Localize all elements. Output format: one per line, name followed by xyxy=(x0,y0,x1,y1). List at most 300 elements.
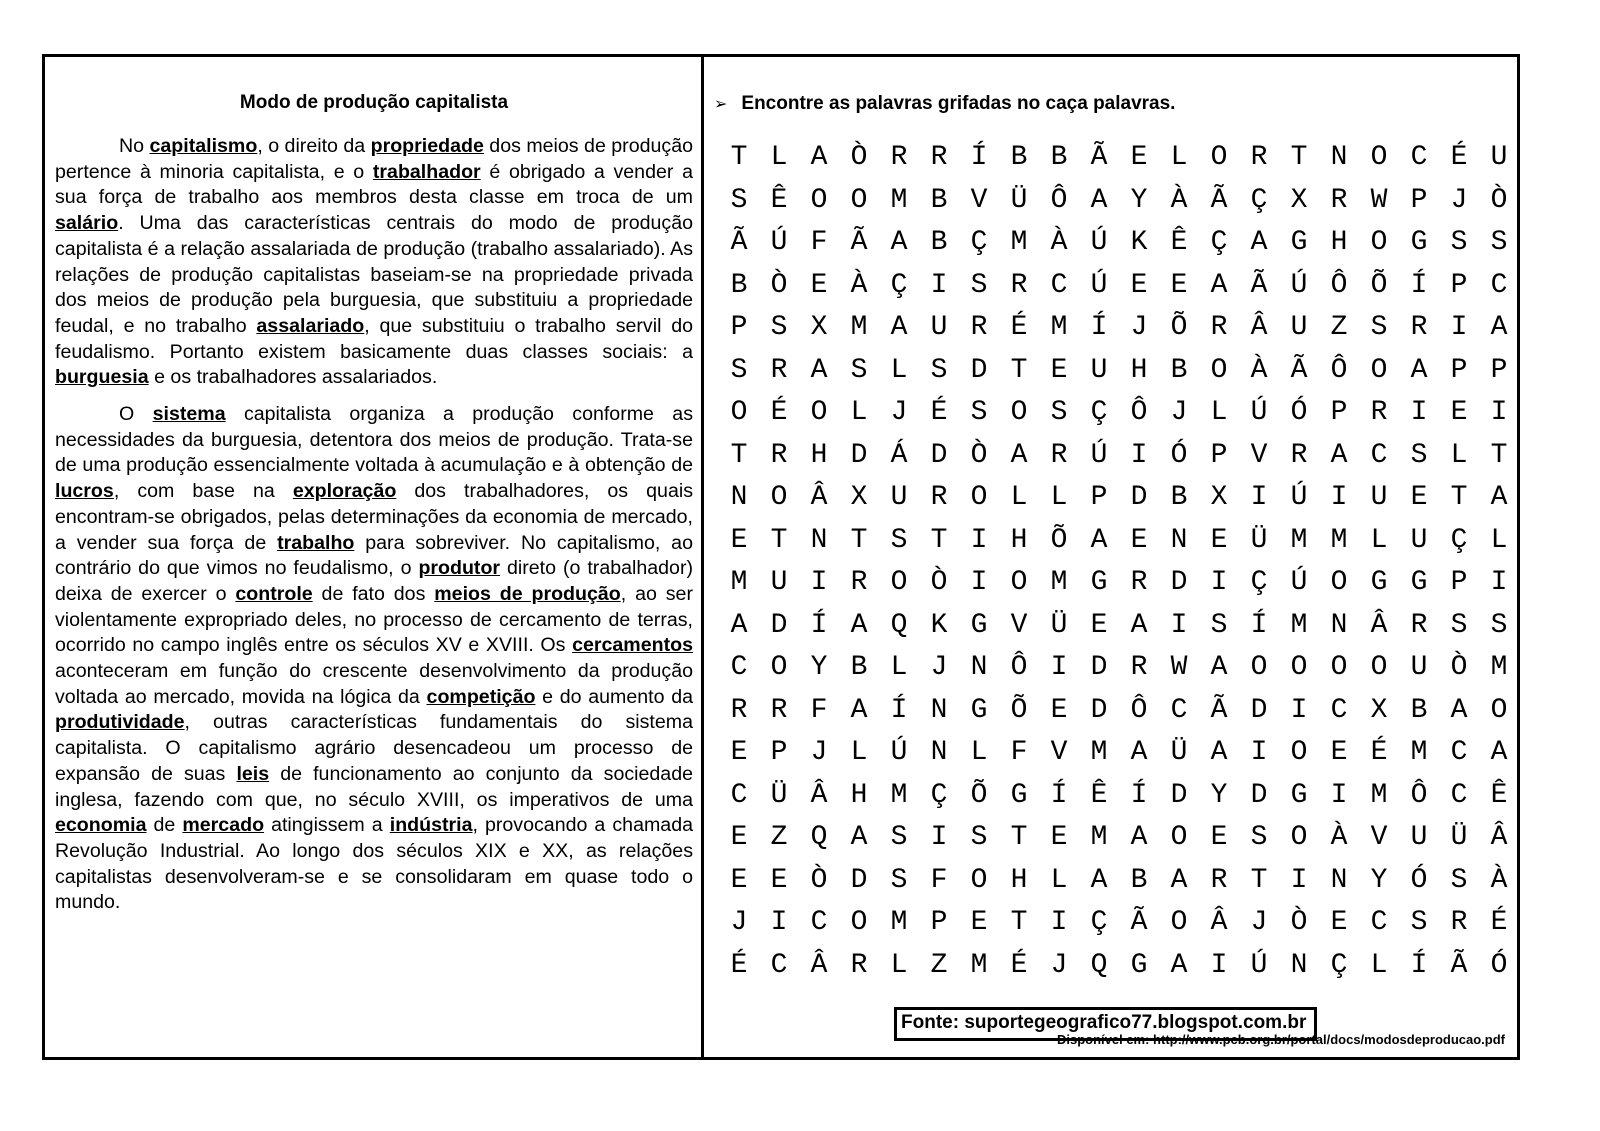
grid-letter[interactable]: M xyxy=(730,567,748,598)
grid-letter[interactable]: I xyxy=(1050,907,1068,938)
grid-letter[interactable]: J xyxy=(1130,312,1148,343)
grid-letter[interactable]: C xyxy=(770,949,788,981)
grid-letter[interactable]: L xyxy=(1370,949,1388,981)
grid-letter[interactable]: T xyxy=(1250,864,1268,896)
grid-letter[interactable]: L xyxy=(1490,524,1508,556)
grid-letter[interactable]: B xyxy=(850,652,868,683)
grid-letter[interactable]: O xyxy=(970,864,988,896)
grid-letter[interactable]: B xyxy=(1410,694,1428,726)
grid-letter[interactable]: I xyxy=(1490,567,1508,598)
grid-letter[interactable]: Y xyxy=(1130,184,1148,216)
grid-letter[interactable]: U xyxy=(1410,652,1428,683)
grid-letter[interactable]: R xyxy=(1290,439,1308,471)
grid-letter[interactable]: Â xyxy=(810,949,828,981)
grid-letter[interactable]: Ò xyxy=(1450,652,1468,683)
grid-letter[interactable]: E xyxy=(1130,142,1148,173)
grid-letter[interactable]: Ô xyxy=(1050,184,1068,216)
grid-letter[interactable]: T xyxy=(1010,907,1028,938)
grid-letter[interactable]: S xyxy=(1210,609,1228,641)
grid-letter[interactable]: W xyxy=(1170,652,1188,683)
grid-letter[interactable]: Õ xyxy=(1050,524,1068,556)
grid-letter[interactable]: P xyxy=(930,907,948,938)
grid-letter[interactable]: O xyxy=(1010,567,1028,598)
grid-letter[interactable]: B xyxy=(1130,864,1148,896)
grid-letter[interactable]: A xyxy=(1090,184,1108,216)
grid-letter[interactable]: W xyxy=(1370,184,1388,216)
grid-letter[interactable]: Ô xyxy=(1410,779,1428,811)
grid-letter[interactable]: N xyxy=(1330,864,1348,896)
grid-letter[interactable]: P xyxy=(1090,482,1108,513)
grid-letter[interactable]: O xyxy=(1370,354,1388,386)
grid-letter[interactable]: R xyxy=(1250,142,1268,173)
grid-letter[interactable]: Ü xyxy=(1450,822,1468,853)
grid-letter[interactable]: A xyxy=(1410,354,1428,386)
grid-letter[interactable]: Ò xyxy=(970,439,988,471)
grid-letter[interactable]: L xyxy=(850,737,868,768)
grid-letter[interactable]: T xyxy=(1290,142,1308,173)
grid-letter[interactable]: E xyxy=(730,864,748,896)
grid-letter[interactable]: A xyxy=(850,822,868,853)
grid-letter[interactable]: J xyxy=(930,652,948,683)
grid-letter[interactable]: O xyxy=(810,184,828,216)
grid-letter[interactable]: I xyxy=(930,269,948,301)
grid-letter[interactable]: S xyxy=(970,822,988,853)
grid-letter[interactable]: P xyxy=(1450,269,1468,301)
grid-letter[interactable]: O xyxy=(770,652,788,683)
grid-letter[interactable]: J xyxy=(730,907,748,938)
grid-letter[interactable]: S xyxy=(890,864,908,896)
grid-letter[interactable]: N xyxy=(930,737,948,768)
grid-letter[interactable]: I xyxy=(810,567,828,598)
grid-letter[interactable]: Ç xyxy=(1250,184,1268,216)
grid-letter[interactable]: Ü xyxy=(1010,184,1028,216)
grid-letter[interactable]: A xyxy=(850,609,868,641)
grid-letter[interactable]: D xyxy=(1250,694,1268,726)
grid-letter[interactable]: U xyxy=(930,312,948,343)
grid-letter[interactable]: Ç xyxy=(1250,567,1268,598)
grid-letter[interactable]: T xyxy=(1010,354,1028,386)
grid-letter[interactable]: Í xyxy=(1090,312,1108,343)
grid-letter[interactable]: J xyxy=(1250,907,1268,938)
grid-letter[interactable]: F xyxy=(1010,737,1028,768)
grid-letter[interactable]: À xyxy=(1250,354,1268,386)
grid-letter[interactable]: I xyxy=(1490,397,1508,428)
grid-letter[interactable]: Ò xyxy=(1290,907,1308,938)
grid-letter[interactable]: D xyxy=(970,354,988,386)
grid-letter[interactable]: Ú xyxy=(890,737,908,768)
grid-letter[interactable]: O xyxy=(850,184,868,216)
grid-letter[interactable]: A xyxy=(1010,439,1028,471)
grid-letter[interactable]: U xyxy=(890,482,908,513)
grid-letter[interactable]: E xyxy=(730,737,748,768)
grid-letter[interactable]: G xyxy=(970,694,988,726)
grid-letter[interactable]: F xyxy=(930,864,948,896)
grid-letter[interactable]: Q xyxy=(810,822,828,853)
grid-letter[interactable]: B xyxy=(1010,142,1028,173)
grid-letter[interactable]: Ò xyxy=(930,567,948,598)
grid-letter[interactable]: É xyxy=(1490,907,1508,938)
grid-letter[interactable]: J xyxy=(1450,184,1468,216)
grid-letter[interactable]: I xyxy=(770,907,788,938)
grid-letter[interactable]: X xyxy=(1290,184,1308,216)
grid-letter[interactable]: I xyxy=(1450,312,1468,343)
grid-letter[interactable]: N xyxy=(1290,949,1308,981)
grid-letter[interactable]: H xyxy=(810,439,828,471)
grid-letter[interactable]: R xyxy=(1010,269,1028,301)
grid-letter[interactable]: N xyxy=(810,524,828,556)
grid-letter[interactable]: I xyxy=(930,822,948,853)
grid-letter[interactable]: J xyxy=(1170,397,1188,428)
grid-letter[interactable]: T xyxy=(770,524,788,556)
grid-letter[interactable]: Ü xyxy=(770,779,788,811)
grid-letter[interactable]: Ó xyxy=(1290,397,1308,428)
grid-letter[interactable]: C xyxy=(730,652,748,683)
grid-letter[interactable]: A xyxy=(1130,737,1148,768)
grid-letter[interactable]: D xyxy=(850,864,868,896)
grid-letter[interactable]: A xyxy=(850,694,868,726)
grid-letter[interactable]: P xyxy=(1330,397,1348,428)
grid-letter[interactable]: A xyxy=(810,142,828,173)
grid-letter[interactable]: C xyxy=(1450,737,1468,768)
grid-letter[interactable]: S xyxy=(890,822,908,853)
grid-letter[interactable]: R xyxy=(1210,864,1228,896)
grid-letter[interactable]: U xyxy=(1490,142,1508,173)
grid-letter[interactable]: Z xyxy=(930,949,948,981)
grid-letter[interactable]: C xyxy=(1410,142,1428,173)
grid-letter[interactable]: L xyxy=(850,397,868,428)
grid-letter[interactable]: M xyxy=(1090,822,1108,853)
grid-letter[interactable]: R xyxy=(930,142,948,173)
grid-letter[interactable]: T xyxy=(850,524,868,556)
grid-letter[interactable]: A xyxy=(890,312,908,343)
grid-letter[interactable]: Â xyxy=(1490,822,1508,853)
grid-letter[interactable]: Õ xyxy=(1170,312,1188,343)
grid-letter[interactable]: O xyxy=(1490,694,1508,726)
grid-letter[interactable]: P xyxy=(730,312,748,343)
grid-letter[interactable]: Ü xyxy=(1170,737,1188,768)
grid-letter[interactable]: Ã xyxy=(1250,269,1268,301)
grid-letter[interactable]: E xyxy=(730,822,748,853)
grid-letter[interactable]: S xyxy=(970,397,988,428)
grid-letter[interactable]: Q xyxy=(1090,949,1108,981)
grid-letter[interactable]: T xyxy=(930,524,948,556)
grid-letter[interactable]: S xyxy=(730,354,748,386)
grid-letter[interactable]: É xyxy=(930,397,948,428)
grid-letter[interactable]: L xyxy=(1210,397,1228,428)
grid-letter[interactable]: É xyxy=(1370,737,1388,768)
grid-letter[interactable]: M xyxy=(1290,609,1308,641)
grid-letter[interactable]: S xyxy=(1370,312,1388,343)
grid-letter[interactable]: P xyxy=(1490,354,1508,386)
grid-letter[interactable]: E xyxy=(1130,269,1148,301)
grid-letter[interactable]: S xyxy=(1450,609,1468,641)
grid-letter[interactable]: A xyxy=(1330,439,1348,471)
grid-letter[interactable]: E xyxy=(1330,737,1348,768)
grid-letter[interactable]: Ó xyxy=(1490,949,1508,981)
grid-letter[interactable]: C xyxy=(1330,694,1348,726)
grid-letter[interactable]: Ç xyxy=(1090,397,1108,428)
grid-letter[interactable]: S xyxy=(850,354,868,386)
grid-letter[interactable]: V xyxy=(1370,822,1388,853)
grid-letter[interactable]: R xyxy=(850,567,868,598)
grid-letter[interactable]: T xyxy=(730,142,748,173)
grid-letter[interactable]: V xyxy=(1010,609,1028,641)
grid-letter[interactable]: Y xyxy=(810,652,828,683)
grid-letter[interactable]: R xyxy=(1450,907,1468,938)
grid-letter[interactable]: O xyxy=(1290,652,1308,683)
grid-letter[interactable]: E xyxy=(1130,524,1148,556)
grid-letter[interactable]: T xyxy=(1010,822,1028,853)
grid-letter[interactable]: X xyxy=(1370,694,1388,726)
grid-letter[interactable]: O xyxy=(1290,737,1308,768)
grid-letter[interactable]: E xyxy=(970,907,988,938)
grid-letter[interactable]: M xyxy=(1290,524,1308,556)
grid-letter[interactable]: O xyxy=(1290,822,1308,853)
grid-letter[interactable]: Ô xyxy=(1130,397,1148,428)
grid-letter[interactable]: S xyxy=(770,312,788,343)
grid-letter[interactable]: R xyxy=(1210,312,1228,343)
grid-letter[interactable]: A xyxy=(1490,737,1508,768)
grid-letter[interactable]: Z xyxy=(770,822,788,853)
grid-letter[interactable]: Y xyxy=(1370,864,1388,896)
grid-letter[interactable]: E xyxy=(1210,822,1228,853)
grid-letter[interactable]: V xyxy=(1050,737,1068,768)
grid-letter[interactable]: L xyxy=(890,354,908,386)
grid-letter[interactable]: Ü xyxy=(1050,609,1068,641)
grid-letter[interactable]: I xyxy=(1210,567,1228,598)
grid-letter[interactable]: É xyxy=(1010,949,1028,981)
grid-letter[interactable]: P xyxy=(1410,184,1428,216)
grid-letter[interactable]: H xyxy=(1010,524,1028,556)
grid-letter[interactable]: L xyxy=(890,652,908,683)
grid-letter[interactable]: I xyxy=(970,567,988,598)
grid-letter[interactable]: S xyxy=(1490,609,1508,641)
grid-letter[interactable]: Ç xyxy=(1210,227,1228,258)
grid-letter[interactable]: N xyxy=(1170,524,1188,556)
grid-letter[interactable]: P xyxy=(1210,439,1228,471)
grid-letter[interactable]: D xyxy=(1090,652,1108,683)
grid-letter[interactable]: L xyxy=(970,737,988,768)
grid-letter[interactable]: Í xyxy=(810,609,828,641)
grid-letter[interactable]: P xyxy=(770,737,788,768)
grid-letter[interactable]: Ú xyxy=(1090,227,1108,258)
grid-letter[interactable]: M xyxy=(1050,567,1068,598)
grid-letter[interactable]: Í xyxy=(890,694,908,726)
grid-letter[interactable]: B xyxy=(1170,482,1188,513)
grid-letter[interactable]: M xyxy=(970,949,988,981)
grid-letter[interactable]: A xyxy=(730,609,748,641)
grid-letter[interactable]: I xyxy=(1290,694,1308,726)
grid-letter[interactable]: G xyxy=(1130,949,1148,981)
grid-letter[interactable]: R xyxy=(970,312,988,343)
grid-letter[interactable]: N xyxy=(930,694,948,726)
grid-letter[interactable]: Ô xyxy=(1130,694,1148,726)
grid-letter[interactable]: O xyxy=(810,397,828,428)
grid-letter[interactable]: Õ xyxy=(1370,269,1388,301)
grid-letter[interactable]: A xyxy=(1490,312,1508,343)
grid-letter[interactable]: I xyxy=(1330,779,1348,811)
grid-letter[interactable]: Ã xyxy=(1210,694,1228,726)
grid-letter[interactable]: T xyxy=(1450,482,1468,513)
grid-letter[interactable]: R xyxy=(1410,609,1428,641)
grid-letter[interactable]: I xyxy=(1410,397,1428,428)
grid-letter[interactable]: R xyxy=(1050,439,1068,471)
grid-letter[interactable]: M xyxy=(1090,737,1108,768)
grid-letter[interactable]: X xyxy=(810,312,828,343)
grid-letter[interactable]: Ã xyxy=(1290,354,1308,386)
grid-letter[interactable]: O xyxy=(1330,652,1348,683)
grid-letter[interactable]: Ô xyxy=(1010,652,1028,683)
grid-letter[interactable]: D xyxy=(1170,779,1188,811)
grid-letter[interactable]: H xyxy=(1330,227,1348,258)
grid-letter[interactable]: Â xyxy=(1250,312,1268,343)
grid-letter[interactable]: J xyxy=(1050,949,1068,981)
grid-letter[interactable]: G xyxy=(1290,227,1308,258)
grid-letter[interactable]: D xyxy=(1090,694,1108,726)
grid-letter[interactable]: U xyxy=(1370,482,1388,513)
grid-letter[interactable]: Õ xyxy=(1010,694,1028,726)
grid-letter[interactable]: Â xyxy=(810,779,828,811)
grid-letter[interactable]: L xyxy=(1010,482,1028,513)
grid-letter[interactable]: À xyxy=(1050,227,1068,258)
grid-letter[interactable]: C xyxy=(1170,694,1188,726)
grid-letter[interactable]: Ç xyxy=(1330,949,1348,981)
grid-letter[interactable]: O xyxy=(770,482,788,513)
grid-letter[interactable]: Â xyxy=(1210,907,1228,938)
grid-letter[interactable]: N xyxy=(970,652,988,683)
grid-letter[interactable]: O xyxy=(970,482,988,513)
grid-letter[interactable]: Ò xyxy=(770,269,788,301)
grid-letter[interactable]: Â xyxy=(810,482,828,513)
grid-letter[interactable]: R xyxy=(770,694,788,726)
grid-letter[interactable]: Í xyxy=(970,142,988,173)
grid-letter[interactable]: Ò xyxy=(850,142,868,173)
grid-letter[interactable]: O xyxy=(1170,822,1188,853)
grid-letter[interactable]: Ú xyxy=(770,227,788,258)
grid-letter[interactable]: A xyxy=(1210,269,1228,301)
grid-letter[interactable]: I xyxy=(1290,864,1308,896)
grid-letter[interactable]: C xyxy=(1050,269,1068,301)
grid-letter[interactable]: S xyxy=(890,524,908,556)
grid-letter[interactable]: Í xyxy=(1130,779,1148,811)
grid-letter[interactable]: C xyxy=(1490,269,1508,301)
grid-letter[interactable]: A xyxy=(890,227,908,258)
grid-letter[interactable]: Ú xyxy=(1250,949,1268,981)
grid-letter[interactable]: G xyxy=(1410,227,1428,258)
grid-letter[interactable]: N xyxy=(1330,609,1348,641)
grid-letter[interactable]: Q xyxy=(890,609,908,641)
grid-letter[interactable]: G xyxy=(970,609,988,641)
grid-letter[interactable]: R xyxy=(1130,567,1148,598)
grid-letter[interactable]: H xyxy=(850,779,868,811)
grid-letter[interactable]: O xyxy=(1370,142,1388,173)
grid-letter[interactable]: R xyxy=(730,694,748,726)
grid-letter[interactable]: D xyxy=(770,609,788,641)
grid-letter[interactable]: B xyxy=(930,227,948,258)
grid-letter[interactable]: Ç xyxy=(1450,524,1468,556)
grid-letter[interactable]: O xyxy=(1370,652,1388,683)
grid-letter[interactable]: Ê xyxy=(770,184,788,216)
grid-letter[interactable]: S xyxy=(1450,864,1468,896)
grid-letter[interactable]: T xyxy=(730,439,748,471)
grid-letter[interactable]: O xyxy=(890,567,908,598)
grid-letter[interactable]: C xyxy=(1370,439,1388,471)
grid-letter[interactable]: Z xyxy=(1330,312,1348,343)
grid-letter[interactable]: D xyxy=(1170,567,1188,598)
grid-letter[interactable]: C xyxy=(1370,907,1388,938)
grid-letter[interactable]: É xyxy=(770,397,788,428)
grid-letter[interactable]: Ó xyxy=(1410,864,1428,896)
grid-letter[interactable]: A xyxy=(1450,694,1468,726)
grid-letter[interactable]: Ò xyxy=(810,864,828,896)
grid-letter[interactable]: R xyxy=(1130,652,1148,683)
grid-letter[interactable]: Ç xyxy=(930,779,948,811)
grid-letter[interactable]: O xyxy=(1250,652,1268,683)
grid-letter[interactable]: A xyxy=(1210,737,1228,768)
grid-letter[interactable]: M xyxy=(1370,779,1388,811)
grid-letter[interactable]: B xyxy=(930,184,948,216)
grid-letter[interactable]: X xyxy=(850,482,868,513)
grid-letter[interactable]: À xyxy=(1490,864,1508,896)
grid-letter[interactable]: B xyxy=(1050,142,1068,173)
grid-letter[interactable]: Í xyxy=(1050,779,1068,811)
grid-letter[interactable]: I xyxy=(1330,482,1348,513)
grid-letter[interactable]: S xyxy=(730,184,748,216)
grid-letter[interactable]: D xyxy=(1130,482,1148,513)
grid-letter[interactable]: Ê xyxy=(1170,227,1188,258)
grid-letter[interactable]: E xyxy=(1050,694,1068,726)
grid-letter[interactable]: O xyxy=(1330,567,1348,598)
grid-letter[interactable]: A xyxy=(1490,482,1508,513)
grid-letter[interactable]: M xyxy=(1330,524,1348,556)
grid-letter[interactable]: Ú xyxy=(1090,269,1108,301)
grid-letter[interactable]: Ç xyxy=(1090,907,1108,938)
grid-letter[interactable]: O xyxy=(850,907,868,938)
grid-letter[interactable]: A xyxy=(1090,524,1108,556)
grid-letter[interactable]: J xyxy=(810,737,828,768)
grid-letter[interactable]: D xyxy=(850,439,868,471)
grid-letter[interactable]: Ã xyxy=(1210,184,1228,216)
grid-letter[interactable]: Í xyxy=(1410,949,1428,981)
grid-letter[interactable]: M xyxy=(850,312,868,343)
grid-letter[interactable]: À xyxy=(1330,822,1348,853)
grid-letter[interactable]: P xyxy=(1450,354,1468,386)
grid-letter[interactable]: S xyxy=(1410,439,1428,471)
grid-letter[interactable]: Í xyxy=(1410,269,1428,301)
grid-letter[interactable]: T xyxy=(1490,439,1508,471)
grid-letter[interactable]: A xyxy=(1130,609,1148,641)
grid-letter[interactable]: R xyxy=(890,142,908,173)
grid-letter[interactable]: L xyxy=(1050,482,1068,513)
grid-letter[interactable]: E xyxy=(1410,482,1428,513)
grid-letter[interactable]: J xyxy=(890,397,908,428)
grid-letter[interactable]: C xyxy=(1450,779,1468,811)
grid-letter[interactable]: S xyxy=(1410,907,1428,938)
grid-letter[interactable]: M xyxy=(1410,737,1428,768)
grid-letter[interactable]: Ç xyxy=(890,269,908,301)
grid-letter[interactable]: A xyxy=(1250,227,1268,258)
grid-letter[interactable]: S xyxy=(930,354,948,386)
grid-letter[interactable]: À xyxy=(850,269,868,301)
grid-letter[interactable]: Ú xyxy=(1090,439,1108,471)
grid-letter[interactable]: É xyxy=(1010,312,1028,343)
grid-letter[interactable]: É xyxy=(730,949,748,981)
grid-letter[interactable]: O xyxy=(730,397,748,428)
grid-letter[interactable]: E xyxy=(1050,354,1068,386)
grid-letter[interactable]: S xyxy=(1450,227,1468,258)
grid-letter[interactable]: N xyxy=(1330,142,1348,173)
grid-letter[interactable]: Ç xyxy=(970,227,988,258)
